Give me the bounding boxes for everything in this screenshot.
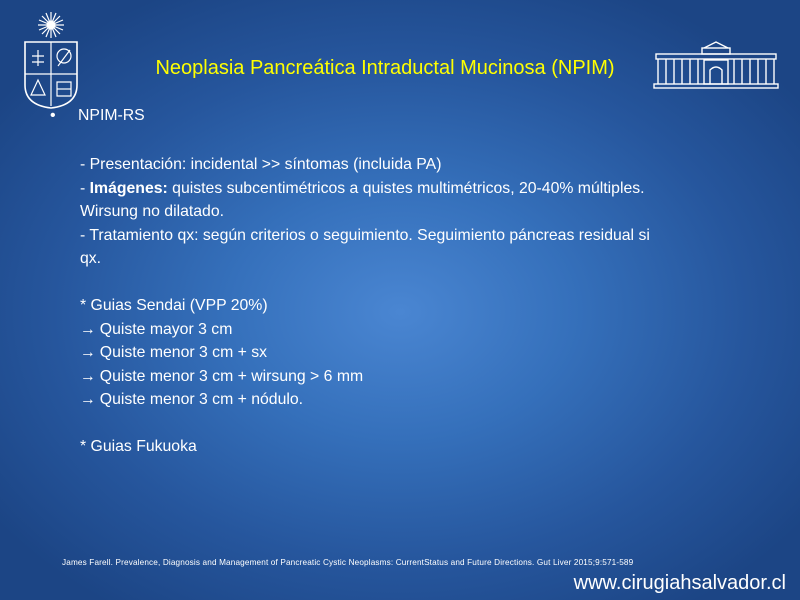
- fukuoka-heading: * Guias Fukuoka: [80, 438, 197, 455]
- sendai-heading: * Guias Sendai (VPP 20%): [80, 297, 268, 314]
- wirsung-line: Wirsung no dilatado.: [80, 203, 225, 220]
- slide-body: [80, 153, 760, 459]
- criterion-text: Quiste menor 3 cm + sx: [99, 344, 268, 361]
- criterion-text: Quiste menor 3 cm + nódulo.: [99, 391, 304, 408]
- tratamiento-line-2: qx.: [80, 250, 102, 267]
- criterion-item: [80, 341, 760, 365]
- criterion-text: Quiste mayor 3 cm: [99, 320, 233, 338]
- arrow-right-icon: →: [80, 367, 96, 385]
- imagenes-prefix: -: [80, 179, 90, 197]
- slide-title: Neoplasia Pancreática Intraductal Mucinosa (NPIM): [155, 57, 615, 79]
- arrow-right-icon: →: [80, 391, 96, 408]
- website-url: www.cirugiahsalvador.cl: [573, 572, 786, 594]
- slide-content: [50, 104, 750, 128]
- bullet-icon: •: [50, 107, 56, 124]
- criterion-item: [80, 365, 760, 389]
- imagenes-text: quistes subcentimétricos a quistes multimétricos, 20-40% múltiples.: [167, 179, 645, 197]
- imagenes-label: Imágenes:: [89, 179, 168, 197]
- reference-citation: James Farell. Prevalence, Diagnosis and Management of Pancreatic Cystic Neoplasms: CurrentStatus and Future Directions. Gut Liver 2015;9:571-589: [62, 558, 634, 567]
- criterion-item: [80, 388, 760, 412]
- arrow-right-icon: →: [80, 344, 96, 361]
- tratamiento-line-1: - Tratamiento qx: según criterios o seguimiento. Seguimiento páncreas residual si: [80, 226, 650, 244]
- bullet-row: [50, 104, 750, 128]
- bullet-heading: NPIM-RS: [78, 107, 145, 124]
- arrow-right-icon: →: [80, 320, 96, 338]
- criterion-item: [80, 318, 760, 342]
- spacer: [80, 412, 760, 436]
- spacer: [80, 271, 760, 295]
- presentacion-line: - Presentación: incidental >> síntomas (incluida PA): [80, 156, 442, 173]
- imagenes-line: [80, 177, 760, 201]
- criterion-text: Quiste menor 3 cm + wirsung > 6 mm: [99, 367, 364, 385]
